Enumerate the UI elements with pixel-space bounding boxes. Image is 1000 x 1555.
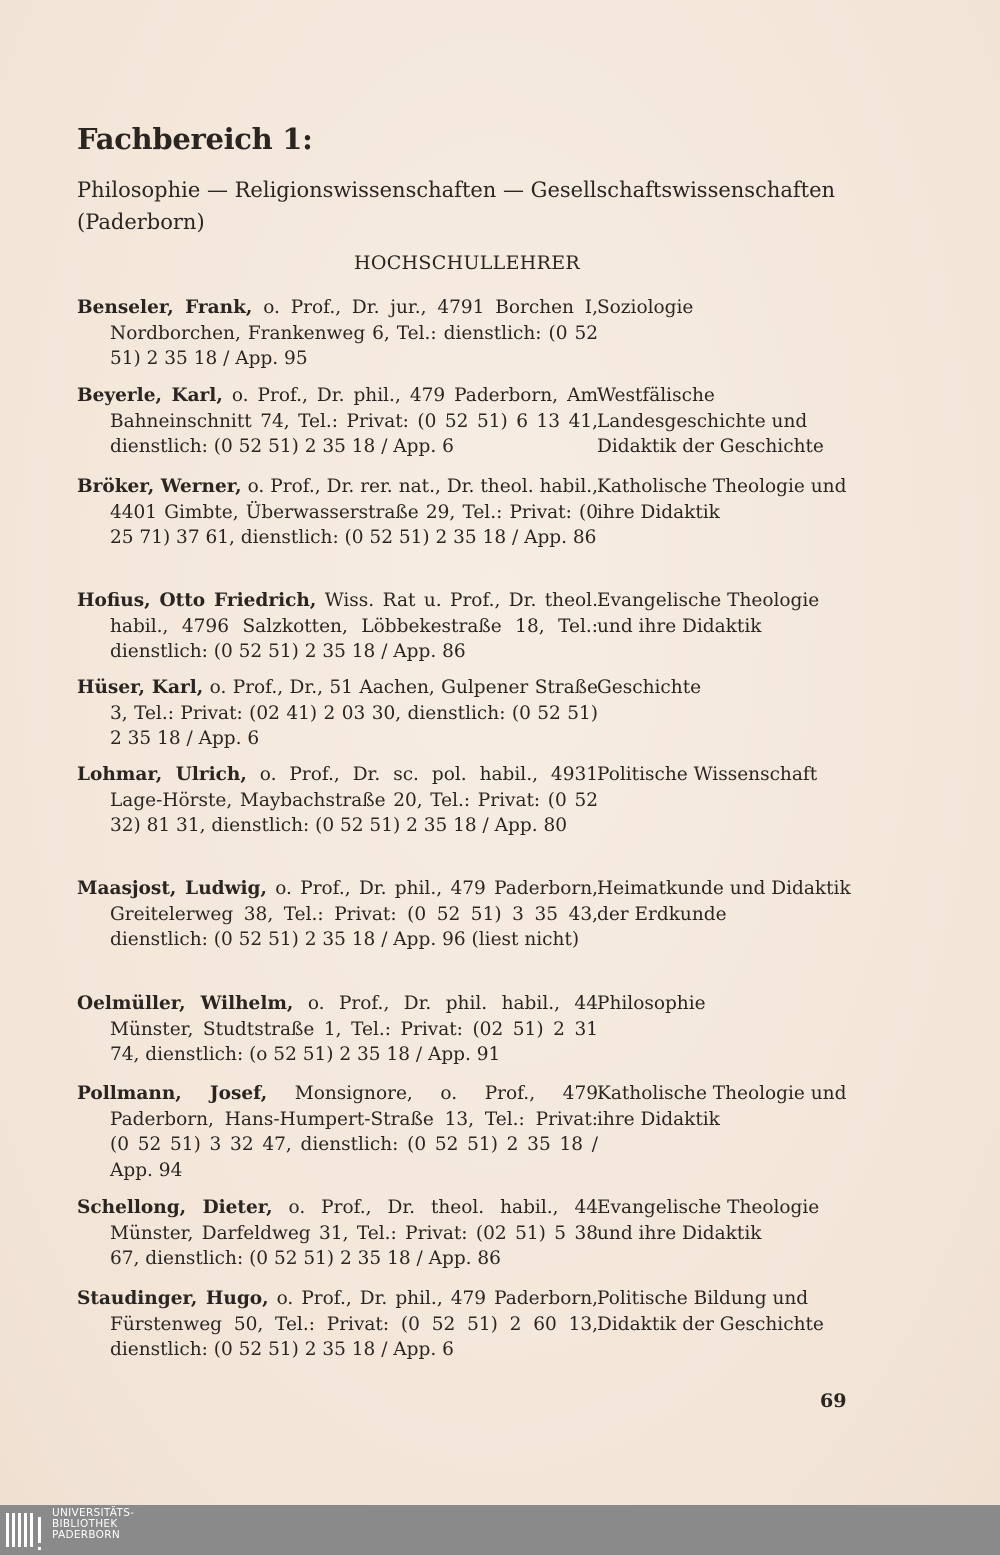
entry-details: Monsignore, o. Prof., 479 Paderborn, Hans-Humpert-Straße 13, Tel.: Privat: (0 52 51) 3 32 47, dienstlich: (0 52 51) 2 35 18 / App. 94 [110, 1083, 598, 1181]
entry-details: o. Prof., Dr. sc. pol. habil., 4931 Lage-Hörste, Maybachstraße 20, Tel.: Privat: (0 52 32) 81 31, dienstlich: (0 52 51) 2 35 18 / App. 80 [110, 764, 599, 836]
library-name-line: PADERBORN [52, 1529, 120, 1541]
entry-subject: Westfälische Landesgeschichte und Didaktik der Geschichte [597, 385, 824, 457]
library-footer-bar [0, 1505, 1000, 1555]
entry-text [77, 1195, 598, 1272]
entry-name: Maasjost, Ludwig, [77, 878, 267, 899]
entry-name: Benseler, Frank, [77, 297, 253, 318]
entry-name: Pollmann, Josef, [77, 1083, 268, 1104]
library-logo-icon [4, 1507, 44, 1553]
entry-name: Hofius, Otto Friedrich, [77, 590, 317, 611]
entry-subject: Politische Bildung und Didaktik der Geschichte [597, 1288, 824, 1335]
section-title [0, 252, 1000, 274]
entry-text [77, 295, 598, 372]
section-title-text: HOCHSCHULLEHRER [353, 252, 581, 274]
entry-details: o. Prof., Dr., 51 Aachen, Gulpener Straße 3, Tel.: Privat: (02 41) 2 03 30, dienstlich: (0 52 51) 2 35 18 / App. 6 [110, 677, 598, 749]
entry-subject: Katholische Theologie und ihre Didaktik [597, 1083, 847, 1130]
entry-text [77, 588, 598, 665]
entry-text [77, 991, 598, 1068]
entry-text [77, 1081, 598, 1183]
page-subheading: Philosophie — Religionswissenschaften — Gesellschaftswissenschaften (Paderborn) [77, 178, 836, 234]
entry-subject: Evangelische Theologie und ihre Didaktik [597, 1197, 820, 1244]
entry-subject: Evangelische Theologie und ihre Didaktik [597, 590, 820, 637]
entry-text [77, 762, 598, 839]
library-name-line: BIBLIOTHEK [52, 1518, 118, 1530]
entry-details: o. Prof., Dr. theol. habil., 44 Münster, Darfeldweg 31, Tel.: Privat: (02 51) 5 38 67, dienstlich: (0 52 51) 2 35 18 / App. 86 [110, 1197, 598, 1269]
entry-details: o. Prof., Dr. phil., 479 Paderborn, Fürstenweg 50, Tel.: Privat: (0 52 51) 2 60 13, dienstlich: (0 52 51) 2 35 18 / App. 6 [110, 1288, 598, 1360]
entry-subject: Politische Wissenschaft [597, 764, 818, 785]
entry-text [77, 474, 598, 551]
entry-name: Bröker, Werner, [77, 476, 242, 497]
entry-text [77, 876, 598, 953]
page-number: 69 [820, 1390, 847, 1412]
entry-subject: Soziologie [597, 297, 694, 318]
entry-details: o. Prof., Dr. rer. nat., Dr. theol. habil., 4401 Gimbte, Überwasserstraße 29, Tel.: Privat: (0 25 71) 37 61, dienstlich: (0 52 51) 2 35 18 / App. 86 [110, 476, 598, 548]
entry-subject: Heimatkunde und Didaktik der Erdkunde [597, 878, 851, 925]
entry-details: Wiss. Rat u. Prof., Dr. theol. habil., 4796 Salzkotten, Löbbekestraße 18, Tel.: dienstlich: (0 52 51) 2 35 18 / App. 86 [110, 590, 598, 662]
entry-subject: Philosophie [597, 993, 706, 1014]
entry-subject: Katholische Theologie und ihre Didaktik [597, 476, 847, 523]
entry-text [77, 1286, 598, 1363]
entry-details: o. Prof., Dr. phil., 479 Paderborn, Greitelerweg 38, Tel.: Privat: (0 52 51) 3 35 43, dienstlich: (0 52 51) 2 35 18 / App. 96 (liest nicht) [110, 878, 598, 950]
entry-details: o. Prof., Dr. phil., 479 Paderborn, Am Bahneinschnitt 74, Tel.: Privat: (0 52 51) 6 13 41, dienstlich: (0 52 51) 2 35 18 / App. 6 [110, 385, 598, 457]
entry-name: Lohmar, Ulrich, [77, 764, 247, 785]
entry-details: o. Prof., Dr. jur., 4791 Borchen I, Nordborchen, Frankenweg 6, Tel.: dienstlich: (0 52 51) 2 35 18 / App. 95 [110, 297, 598, 369]
entry-subject: Geschichte [597, 677, 702, 698]
entry-text [77, 675, 598, 752]
library-name-line: UNIVERSITÄTS- [52, 1507, 135, 1519]
entry-name: Schellong, Dieter, [77, 1197, 273, 1218]
entry-name: Staudinger, Hugo, [77, 1288, 269, 1309]
entry-details: o. Prof., Dr. phil. habil., 44 Münster, Studtstraße 1, Tel.: Privat: (02 51) 2 31 74, dienstlich: (o 52 51) 2 35 18 / App. 91 [110, 993, 598, 1065]
page-heading: Fachbereich 1: [77, 122, 313, 156]
entry-text [77, 383, 598, 460]
entry-name: Hüser, Karl, [77, 677, 204, 698]
library-name [52, 1508, 134, 1541]
entry-name: Beyerle, Karl, [77, 385, 223, 406]
entry-name: Oelmüller, Wilhelm, [77, 993, 294, 1014]
